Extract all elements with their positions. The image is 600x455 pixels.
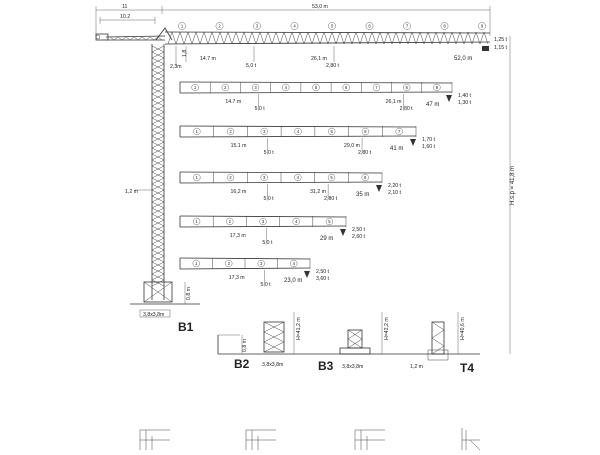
top-dim-d6: 2,80 t xyxy=(326,63,339,69)
jib-total-dim: 53,0 m xyxy=(312,4,328,10)
jib-section-number: 2 xyxy=(229,129,232,134)
jib-load-b: 1,30 t xyxy=(458,100,471,106)
jib-tonnage-left: 5,0 t xyxy=(260,282,271,288)
jib-dim-left: 17,3 m xyxy=(229,233,246,239)
jib-dim-left: 15.1 m xyxy=(230,143,247,149)
base-b1-label: B1 xyxy=(178,320,194,334)
jib-section-number: 3 xyxy=(263,129,266,134)
jib-configurations xyxy=(180,82,472,288)
top-hook-block-icon xyxy=(482,46,489,51)
jib-section-number: 1 xyxy=(195,219,198,224)
jib-section-number: 7 xyxy=(405,23,409,29)
jib-section-number: 9 xyxy=(435,85,439,90)
jib-load-b: 3,60 t xyxy=(316,276,329,282)
base-b2-label: B2 xyxy=(234,357,250,371)
jib-dim-left: 16,2 m xyxy=(230,189,247,195)
jib-dim-right: 31,2 m xyxy=(310,189,326,195)
hook-block-icon xyxy=(410,139,416,146)
jib-section-number: 2 xyxy=(228,219,231,224)
jib-reach: 29 m xyxy=(320,236,334,242)
jib-tonnage-right: 2,80 t xyxy=(324,196,338,202)
jib-section-number: 5 xyxy=(328,219,331,224)
jib-section-number: 1 xyxy=(195,175,199,180)
jib-section-number: 3 xyxy=(260,261,263,266)
jib-load-b: 2,10 t xyxy=(388,190,401,196)
jib-load-a: 1,40 t xyxy=(458,93,471,99)
top-reach: 52,0 m xyxy=(454,56,473,62)
jib-tonnage-left: 5,0 t xyxy=(254,106,265,112)
jib-section-number: 3 xyxy=(255,23,259,29)
jib-reach: 41 m xyxy=(390,146,404,152)
jib-dim-left: 17,3 m xyxy=(228,275,245,281)
mast-base-height: 0,8 m xyxy=(186,287,192,300)
jib-section-number: 3 xyxy=(261,219,265,224)
jib-section-number: 1 xyxy=(195,261,198,266)
jib-reach: 23,0 m xyxy=(284,278,303,284)
t4-size: 1,2 m xyxy=(410,364,423,370)
jib-section-number: 4 xyxy=(284,85,287,90)
jib-section-number: 5 xyxy=(330,175,333,180)
top-dim-d2: 1,8 xyxy=(182,49,188,57)
jib-section-number: 1 xyxy=(193,85,197,90)
top-load-a: 1,25 t xyxy=(494,37,507,43)
jib-config xyxy=(180,82,472,112)
jib-section-number: 2 xyxy=(229,175,232,180)
b1-size: 3,8x3,8m xyxy=(143,312,165,318)
jib-load-b: 1,60 t xyxy=(422,144,435,150)
jib-section-number: 1 xyxy=(180,23,184,29)
jib-section-number: 6 xyxy=(368,23,371,29)
base-t4-label: T4 xyxy=(460,361,475,375)
jib-tonnage-right: 2,80 t xyxy=(358,150,372,156)
t4-height: H=40,6 m xyxy=(460,317,466,340)
b2-size: 3,8x3,8m xyxy=(262,362,284,368)
jib-section-number: 5 xyxy=(330,23,334,29)
jib-tonnage-left: 5,0 t xyxy=(263,150,274,156)
jib-section-number: 8 xyxy=(443,23,446,29)
jib-config xyxy=(180,258,330,288)
jib-section-number: 2 xyxy=(218,23,221,29)
b2-extra: 0,8 m xyxy=(242,339,248,352)
top-dim-d1: 2,3m xyxy=(170,64,182,70)
hook-block-icon xyxy=(376,185,382,192)
jib-section-number: 9 xyxy=(480,23,484,29)
jib-reach: 47 m xyxy=(426,102,440,108)
jib-section-number: 6 xyxy=(364,129,367,134)
jib-section-number: 4 xyxy=(293,23,296,29)
hook-height: H.s.p = 41,8 m xyxy=(510,165,516,205)
hook-block-icon xyxy=(340,229,346,236)
counter-jib-inner-dim: 10.2 xyxy=(120,14,131,20)
jib-section-number: 3 xyxy=(254,85,257,90)
jib-dim-right: 29,0 m xyxy=(344,143,360,149)
jib-dim-right: 26,1 m xyxy=(385,99,402,105)
hook-block-icon xyxy=(446,95,452,102)
jib-section-number: 5 xyxy=(330,129,333,134)
hook-block-icon xyxy=(304,271,310,278)
jib-section-number: 2 xyxy=(224,85,227,90)
jib-config xyxy=(180,216,366,246)
top-dimensions xyxy=(96,4,490,36)
top-jib xyxy=(96,22,508,70)
b3-size: 3,8x3,8m xyxy=(342,364,364,370)
jib-load-a: 2,50 t xyxy=(352,227,365,233)
jib-section-number: 6 xyxy=(345,85,348,90)
b2-height: H=41,2 m xyxy=(296,317,302,340)
jib-section-number: 3 xyxy=(262,175,266,180)
jib-section-number: 5 xyxy=(314,85,318,90)
bottom-details xyxy=(140,428,480,450)
jib-tonnage-left: 5,0 t xyxy=(262,240,273,246)
jib-load-a: 2,20 t xyxy=(388,183,401,189)
jib-config xyxy=(180,172,402,202)
top-dim-d4: 5,0 t xyxy=(246,63,257,69)
top-dim-d3: 14.7 m xyxy=(200,56,216,62)
jib-section-number: 2 xyxy=(227,261,230,266)
base-b3 xyxy=(318,312,390,373)
top-load-b: 1,15 t xyxy=(494,45,507,51)
jib-load-a: 2,50 t xyxy=(316,269,329,275)
top-dim-d5: 26,1 m xyxy=(311,56,327,62)
b3-height: H=42,2 m xyxy=(384,317,390,340)
jib-load-a: 1,70 t xyxy=(422,137,435,143)
tower-mast xyxy=(125,44,200,334)
base-b3-label: B3 xyxy=(318,359,334,373)
hook-height-dimension xyxy=(510,36,516,354)
jib-section-number: 4 xyxy=(296,129,300,134)
base-t4 xyxy=(410,312,474,375)
counterweight-pulley-icon xyxy=(96,35,100,39)
jib-section-number: 7 xyxy=(397,129,401,134)
jib-tonnage-right: 2,80 t xyxy=(399,106,413,112)
jib-config xyxy=(180,126,436,156)
jib-section-number: 1 xyxy=(195,129,199,134)
jib-reach: 35 m xyxy=(356,192,370,198)
jib-load-b: 2,60 t xyxy=(352,234,365,240)
jib-section-number: 7 xyxy=(375,85,378,90)
jib-section-number: 8 xyxy=(405,85,408,90)
counter-jib-dim: 11 xyxy=(122,4,128,10)
jib-dim-left: 14.7 m xyxy=(225,99,242,105)
jib-section-number: 4 xyxy=(292,261,295,266)
base-variants xyxy=(218,312,480,375)
jib-section-number: 4 xyxy=(295,219,298,224)
jib-section-number: 4 xyxy=(296,175,300,180)
jib-section-number: 6 xyxy=(363,175,367,180)
jib-tonnage-left: 5,0 t xyxy=(263,196,274,202)
mast-section-width: 1,2 m xyxy=(125,189,138,195)
